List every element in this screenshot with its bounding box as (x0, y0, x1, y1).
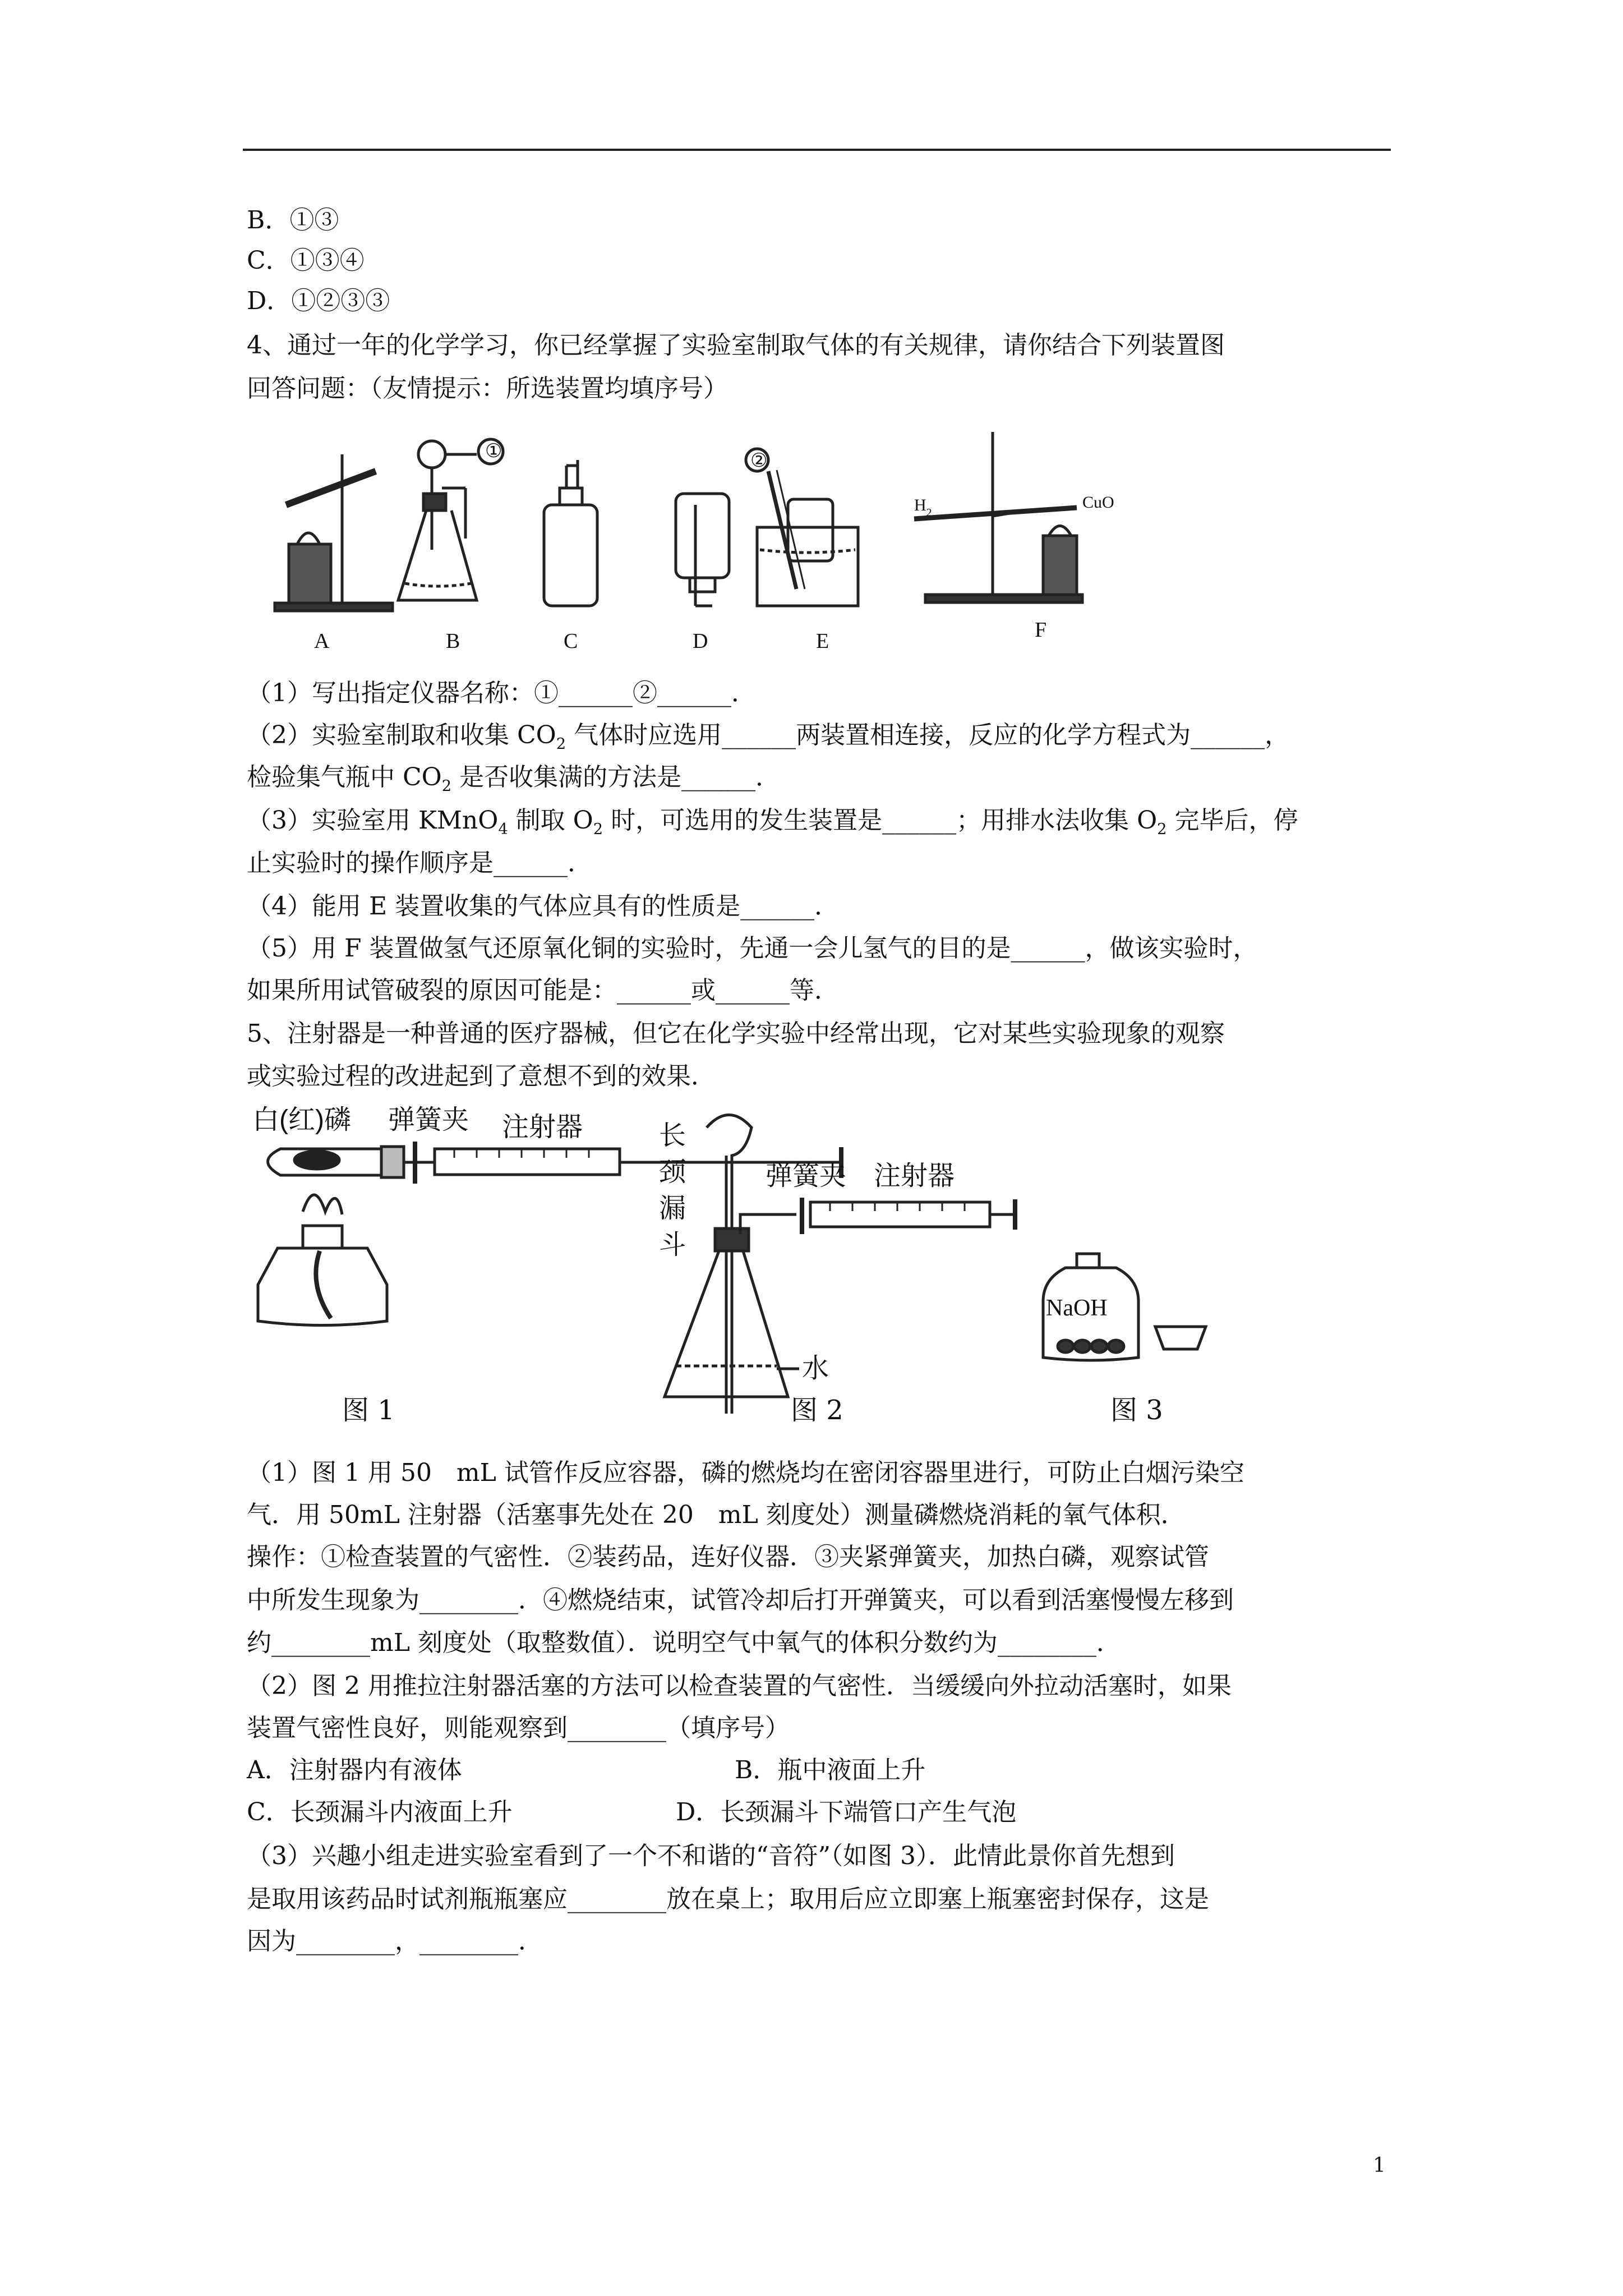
q5-stem-line2: 或实验过程的改进起到了意想不到的效果． (247, 1062, 716, 1091)
funnel-char-2: 颈 (659, 1157, 686, 1187)
q5-stem-line1: 5、注射器是一种普通的医疗器械，但它在化学实验中经常出现，它对某些实验现象的观察 (247, 1019, 1225, 1048)
funnel-char-3: 漏 (659, 1194, 686, 1223)
figure-1 (252, 1105, 841, 1426)
h2-label: $H_2$ (914, 496, 932, 519)
q4-part3-line2: 止实验时的操作顺序是______． (247, 849, 592, 877)
label-d: D (693, 629, 708, 653)
label-c: C (564, 629, 578, 653)
syringe-label-1: 注射器 (502, 1112, 583, 1142)
q4-part4: （4）能用 E 装置收集的气体应具有的性质是______． (247, 892, 840, 921)
q4-part2-line1: （2）实验室制取和收集 $CO_2$ 气体时应选用______两装置相连接，反应的化学方程式为______， (247, 721, 1290, 753)
apparatus-b (398, 439, 503, 600)
q5-part3-line1: （3）兴趣小组走进实验室看到了一个不和谐的“音符”（如图 3）．此情此景你首先想到 (247, 1842, 1175, 1870)
apparatus-a (275, 454, 393, 611)
q4-stem-line1: 4、通过一年的化学学习，你已经掌握了实验室制取气体的有关规律，请你结合下列装置图 (247, 331, 1225, 360)
q4-part2-line2: 检验集气瓶中 $CO_2$ 是否收集满的方法是______． (247, 763, 781, 795)
figure-2-caption: 图 2 (791, 1395, 843, 1426)
syringe-label-2: 注射器 (874, 1161, 955, 1191)
q5-option-b: B．瓶中液面上升 (735, 1756, 926, 1784)
mark-1: ① (485, 441, 502, 462)
option-c: C．①③④ (247, 246, 365, 275)
clamp-label-1: 弹簧夹 (388, 1105, 469, 1135)
label-e: E (816, 629, 829, 653)
apparatus-d (676, 494, 729, 606)
apparatus-f (914, 432, 1082, 602)
option-b: B．①③ (247, 206, 339, 234)
label-f: F (1035, 618, 1047, 642)
q5-option-c: C．长颈漏斗内液面上升 (247, 1798, 513, 1826)
naoh-label: NaOH (1046, 1295, 1108, 1321)
q4-part1: （1）写出指定仪器名称：①______②______． (247, 679, 756, 707)
q4-apparatus-figure (264, 421, 1161, 662)
page-number: 1 (1373, 2154, 1386, 2177)
label-b: B (446, 629, 460, 653)
mark-2: ② (750, 450, 768, 471)
cuo-label: CuO (1082, 493, 1114, 512)
q5-part2-line1: （2）图 2 用推拉注射器活塞的方法可以检查装置的气密性．当缓缓向外拉动活塞时，如果 (247, 1672, 1232, 1700)
q5-part3-line2: 是取用该药品时试剂瓶瓶塞应________放在桌上；取用后应立即塞上瓶塞密封保存，这是 (247, 1885, 1209, 1913)
q4-stem-line2: 回答问题：（友情提示：所选装置均填序号） (247, 374, 728, 403)
figure-1-caption: 图 1 (342, 1395, 395, 1426)
q4-part3-line1: （3）实验室用 KMnO$_4$ 制取 $O_2$ 时，可选用的发生装置是______；用排水法收集 $O_2$ 完毕后，停 (247, 806, 1298, 838)
label-a: A (314, 629, 330, 653)
q5-figures (241, 1099, 1307, 1447)
q4-part5-line2: 如果所用试管破裂的原因可能是：______或______等． (247, 976, 839, 1005)
figure-3 (1043, 1254, 1206, 1426)
q5-operation-line3: 约________mL 刻度处（取整数值）．说明空气中氧气的体积分数约为________． (247, 1628, 1121, 1657)
apparatus-c (544, 460, 597, 606)
q5-part1-line1: （1）图 1 用 50 mL 试管作反应容器，磷的燃烧均在密闭容器里进行，可防止白烟污染空 (247, 1458, 1244, 1487)
funnel-char-1: 长 (659, 1121, 686, 1151)
phosphorus-label: 白(红)磷 (252, 1105, 351, 1135)
header-rule (243, 149, 1391, 151)
apparatus-e (746, 449, 858, 606)
q5-operation-line1: 操作：①检查装置的气密性．②装药品，连好仪器．③夹紧弹簧夹，加热白磷，观察试管 (247, 1543, 1209, 1571)
funnel-char-4: 斗 (659, 1230, 686, 1260)
option-d: D．①②③③ (247, 287, 390, 315)
water-label: 水 (802, 1354, 829, 1383)
q5-operation-line2: 中所发生现象为________．④燃烧结束，试管冷却后打开弹簧夹，可以看到活塞慢慢左移到 (247, 1586, 1234, 1614)
q5-part2-line2: 装置气密性良好，则能观察到________（填序号） (247, 1714, 790, 1742)
q5-option-d: D．长颈漏斗下端管口产生气泡 (676, 1798, 1017, 1826)
q5-option-a: A．注射器内有液体 (247, 1756, 462, 1784)
q4-part5-line1: （5）用 F 装置做氢气还原氧化铜的实验时，先通一会儿氢气的目的是______，做该实验时， (247, 934, 1258, 963)
q5-part1-line2: 气．用 50mL 注射器（活塞事先处在 20 mL 刻度处）测量磷燃烧消耗的氧气体积． (247, 1501, 1186, 1529)
q5-part3-line3: 因为________，________． (247, 1927, 543, 1955)
clamp-label-2: 弹簧夹 (766, 1161, 847, 1191)
figure-3-caption: 图 3 (1110, 1395, 1163, 1426)
